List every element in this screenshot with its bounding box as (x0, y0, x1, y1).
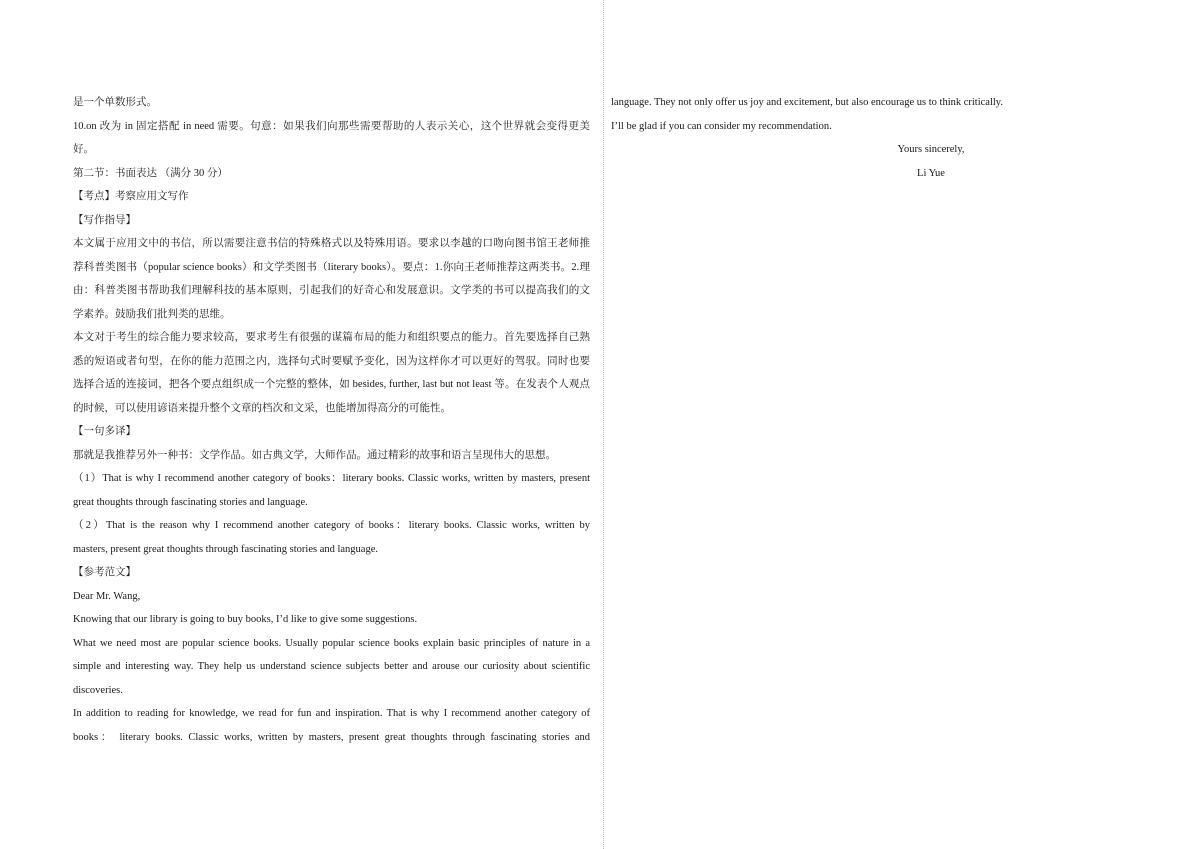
text-line: 选择合适的连接词，把各个要点组织成一个完整的整体，如 besides, further, last but not least 等。在发表个人观点 (73, 379, 590, 390)
text-line: 那就是我推荐另外一种书：文学作品。如古典文学，大师作品。通过精彩的故事和语言呈现伟大的思想。 (73, 449, 556, 461)
right-column (611, 91, 1011, 185)
text-line: simple and interesting way. They help us understand science subjects better and arouse our curiosity about scientific (73, 661, 590, 672)
text-line: （2）That is the reason why I recommend another category of books：literary books. Classic works, written by (73, 520, 590, 531)
left-column (73, 91, 590, 749)
text-line: 10.on 改为 in 固定搭配 in need 需要。句意：如果我们向那些需要帮助的人表示关心，这个世界就会变得更美 (73, 120, 590, 132)
text-line: What we need most are popular science books. Usually popular science books explain basic principles of nature in a (73, 637, 590, 649)
text-line: 【考点】考察应用文写作 (73, 191, 189, 202)
text-line: books： literary books. Classic works, written by masters, present great thoughts through fascinating stories and (73, 731, 590, 743)
text-line: 由：科普类图书帮助我们理解科技的基本原则，引起我们的好奇心和发展意识。文学类的书可以提高我们的文 (73, 285, 590, 296)
text-line: 【参考范文】 (73, 567, 136, 578)
text-line: 悉的短语或者句型，在你的能力范围之内，选择句式时要赋予变化，因为这样你才可以更好的驾驭。同时也要 (73, 355, 590, 367)
text-line: Knowing that our library is going to buy books, I’d like to give some suggestions. (73, 614, 418, 625)
text-line: Dear Mr. Wang, (73, 590, 141, 602)
text-line: 是一个单数形式。 (73, 97, 157, 108)
text-line: I’ll be glad if you can consider my recommendation. (611, 120, 832, 132)
letter-closing: Li Yue (917, 167, 945, 179)
text-line: discoveries. (73, 684, 123, 696)
text-line: 好。 (73, 144, 94, 155)
text-line: language. They not only offer us joy and excitement, but also encourage us to think critically. (611, 97, 1003, 108)
text-line: 第二节：书面表达 （满分 30 分） (73, 167, 228, 179)
text-line: In addition to reading for knowledge, we read for fun and inspiration. That is why I recommend another category of (73, 708, 590, 719)
text-line: 本文属于应用文中的书信，所以需要注意书信的特殊格式以及特殊用语。要求以李越的口吻向图书馆王老师推 (73, 238, 590, 249)
text-line: masters, present great thoughts through fascinating stories and language. (73, 543, 379, 555)
text-line: 的时候，可以使用谚语来提升整个文章的档次和文采，也能增加得高分的可能性。 (73, 402, 451, 414)
column-divider (603, 0, 604, 849)
text-line: 学素养。鼓励我们批判类的思维。 (73, 308, 231, 320)
text-line: 【一句多译】 (73, 426, 136, 437)
text-line: 【写作指导】 (73, 214, 136, 226)
text-line: 荐科普类图书（popular science books）和文学类图书（literary books）。要点：1.你向王老师推荐这两类书。2.理 (73, 261, 590, 273)
text-line: 本文对于考生的综合能力要求较高，要求考生有很强的谋篇布局的能力和组织要点的能力。首先要选择自己熟 (73, 332, 590, 343)
text-line: great thoughts through fascinating stories and language. (73, 496, 308, 508)
letter-closing: Yours sincerely, (897, 144, 965, 155)
text-line: （1）That is why I recommend another category of books：literary books. Classic works, written by masters, present (73, 473, 590, 484)
